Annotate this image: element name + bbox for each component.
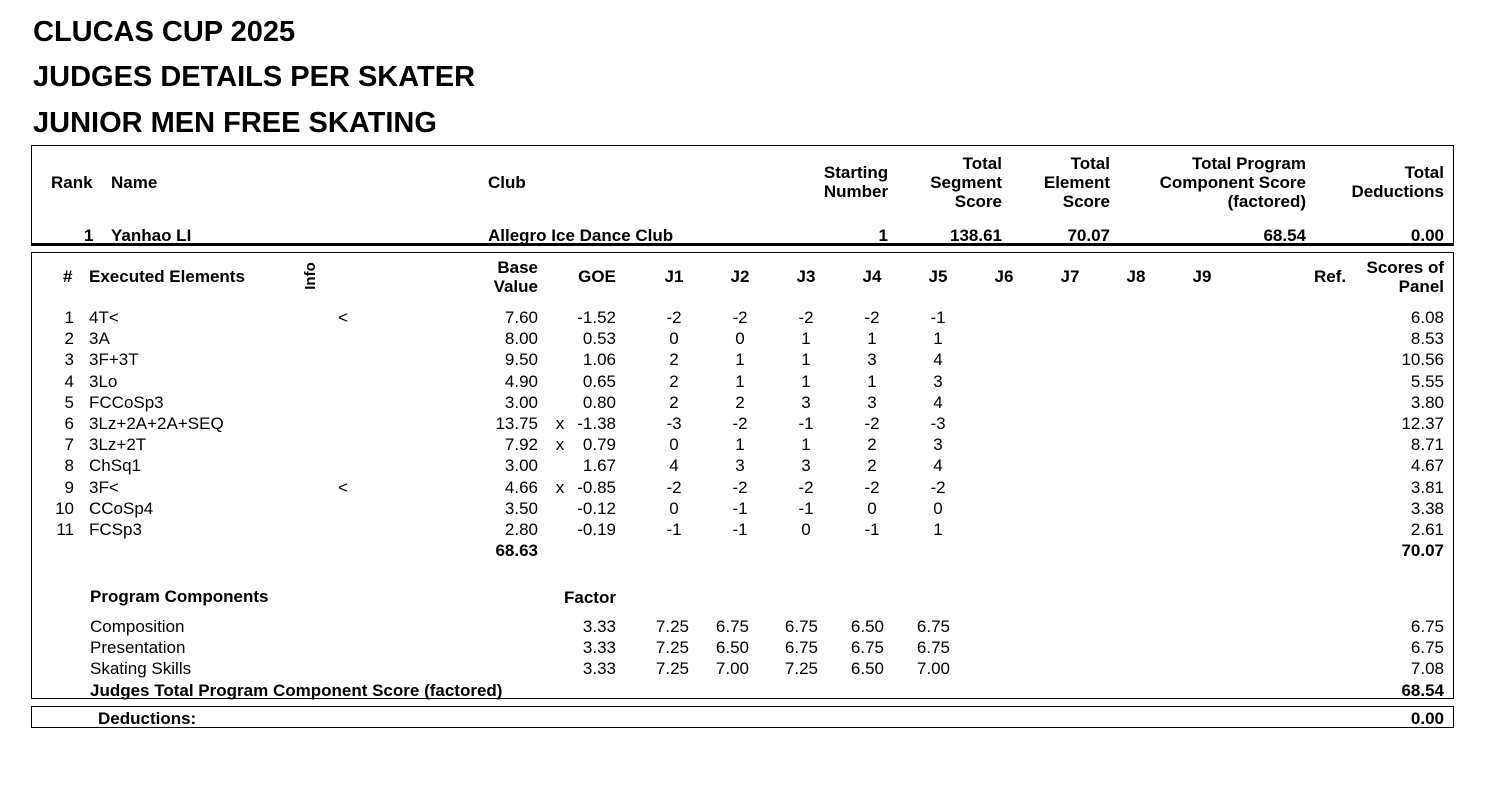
element-goe: 1.67 [582, 456, 616, 476]
element-panel-score: 2.61 [1410, 520, 1444, 539]
pcs-component-name: Composition [90, 617, 185, 636]
element-row [0, 371, 1496, 392]
element-num: 1 [64, 308, 74, 327]
skater-starting-number: 1 [878, 226, 888, 245]
element-base-value: 3.00 [504, 456, 538, 476]
elements-header-base-1: Base [497, 258, 538, 277]
element-judge-score: -2 [798, 477, 814, 497]
element-judge-score: -1 [864, 520, 880, 539]
element-goe: 0.79 [582, 435, 616, 455]
element-judge-score: 2 [867, 456, 877, 476]
element-judge-score: 3 [801, 392, 811, 412]
element-judge-score: 2 [669, 371, 679, 391]
element-num: 9 [64, 477, 74, 497]
element-judge-score: 3 [933, 371, 943, 391]
pcs-judge-score: 6.50 [715, 638, 749, 657]
element-judge-score: 1 [735, 371, 745, 391]
element-num: 10 [55, 498, 74, 518]
pcs-judge-score: 7.25 [655, 638, 689, 657]
deductions-label: Deductions: [98, 709, 197, 728]
elements-header-num: # [63, 267, 73, 286]
skater-rank: 1 [84, 226, 94, 245]
element-row [0, 498, 1496, 519]
element-base-value: 13.75 [495, 414, 538, 433]
pcs-judge-score: 7.25 [655, 659, 689, 678]
pcs-total-label: Judges Total Program Component Score (factored) [90, 681, 503, 700]
element-goe: -0.19 [577, 520, 616, 539]
header-ded-1: Total [1404, 163, 1444, 182]
element-panel-score: 6.08 [1410, 308, 1444, 327]
element-judge-score: -2 [864, 477, 880, 497]
elements-header-j7: J7 [1060, 267, 1080, 286]
element-judge-score: 0 [735, 329, 745, 349]
element-judge-score: 2 [867, 435, 877, 455]
element-goe: -1.52 [577, 308, 616, 327]
element-base-value: 4.66 [504, 477, 538, 497]
pcs-judge-score: 6.50 [850, 659, 884, 678]
elements-header-executed: Executed Elements [89, 267, 245, 286]
element-base-value: 4.90 [504, 371, 538, 391]
deductions-box [31, 706, 1454, 728]
element-panel-score: 5.55 [1410, 371, 1444, 391]
header-pcs-2: Component Score [1159, 173, 1306, 192]
element-judge-score: -1 [798, 414, 814, 433]
element-judge-score: 0 [801, 520, 811, 539]
element-judge-score: -1 [732, 498, 748, 518]
element-judge-score: -2 [930, 477, 946, 497]
event-title: CLUCAS CUP 2025 [33, 16, 296, 48]
element-judge-score: 1 [735, 435, 745, 455]
report-title: JUDGES DETAILS PER SKATER [33, 61, 476, 93]
skater-name: Yanhao LI [111, 226, 192, 245]
element-judge-score: 1 [801, 329, 811, 349]
header-tes-2: Element [1043, 173, 1110, 192]
element-judge-score: -2 [732, 308, 748, 327]
skater-tss: 138.61 [950, 226, 1002, 245]
pcs-factor: 3.33 [582, 659, 616, 678]
element-base-value: 3.50 [504, 498, 538, 518]
element-name: CCoSp4 [89, 498, 154, 518]
element-judge-score: 4 [933, 456, 943, 476]
element-judge-score: -1 [798, 498, 814, 518]
element-goe: 0.65 [582, 371, 616, 391]
element-judge-score: 1 [735, 350, 745, 370]
element-bonus-mark: x [555, 435, 565, 455]
element-judge-score: -1 [666, 520, 682, 539]
element-row [0, 307, 1496, 328]
elements-header-info: Info [302, 262, 319, 290]
element-row [0, 434, 1496, 455]
element-row [0, 349, 1496, 370]
element-judge-score: 4 [933, 350, 943, 370]
element-judge-score: 4 [669, 456, 679, 476]
elements-total-panel: 70.07 [1401, 541, 1444, 560]
element-base-value: 7.92 [504, 435, 538, 455]
element-judge-score: -3 [930, 414, 946, 433]
element-judge-score: 2 [669, 392, 679, 412]
element-judge-score: 3 [933, 435, 943, 455]
element-goe: 1.06 [582, 350, 616, 370]
element-base-value: 2.80 [504, 520, 538, 539]
element-judge-score: 1 [867, 329, 877, 349]
element-panel-score: 3.80 [1410, 392, 1444, 412]
elements-header-sop-2: Panel [1398, 277, 1444, 296]
element-judge-score: 0 [669, 329, 679, 349]
element-judge-score: 1 [933, 520, 943, 539]
pcs-row [0, 658, 1496, 679]
element-name: 4T< [89, 308, 119, 327]
element-base-value: 9.50 [504, 350, 538, 370]
element-name: 3F+3T [89, 350, 139, 370]
elements-header-j9: J9 [1192, 267, 1212, 286]
header-tes-3: Score [1062, 192, 1110, 211]
elements-header-ref: Ref. [1314, 267, 1347, 286]
element-judge-score: -1 [930, 308, 946, 327]
element-judge-score: -2 [666, 477, 682, 497]
pcs-factor: 3.33 [582, 617, 616, 636]
element-judge-score: -2 [666, 308, 682, 327]
element-judge-score: -2 [732, 414, 748, 433]
elements-header-j5: J5 [928, 267, 948, 286]
pcs-component-name: Skating Skills [90, 659, 192, 678]
element-row [0, 519, 1496, 540]
element-name: 3Lz+2A+2A+SEQ [89, 414, 224, 433]
header-tss-2: Segment [930, 173, 1002, 192]
elements-header-j8: J8 [1126, 267, 1146, 286]
elements-header-j6: J6 [994, 267, 1014, 286]
pcs-total-value: 68.54 [1401, 681, 1444, 700]
element-panel-score: 3.81 [1410, 477, 1444, 497]
element-judge-score: -1 [732, 520, 748, 539]
segment-title: JUNIOR MEN FREE SKATING [33, 107, 437, 139]
pcs-judge-score: 7.00 [916, 659, 950, 678]
skater-tes: 70.07 [1067, 226, 1110, 245]
header-pcs-3: (factored) [1227, 192, 1306, 211]
element-goe: -0.85 [577, 477, 616, 497]
element-judge-score: -2 [732, 477, 748, 497]
pcs-factor-label: Factor [564, 588, 616, 607]
element-name: 3Lo [89, 371, 118, 391]
element-num: 5 [64, 392, 74, 412]
element-judge-score: -2 [864, 414, 880, 433]
element-info: < [338, 477, 348, 497]
skater-club: Allegro Ice Dance Club [488, 226, 674, 245]
element-judge-score: 0 [933, 498, 943, 518]
element-judge-score: -3 [666, 414, 682, 433]
pcs-judge-score: 6.75 [850, 638, 884, 657]
element-goe: -0.12 [577, 498, 616, 518]
pcs-judge-score: 6.50 [850, 617, 884, 636]
header-tss-1: Total [962, 154, 1002, 173]
element-num: 2 [64, 329, 74, 349]
element-name: FCSp3 [89, 520, 142, 539]
header-name: Name [111, 173, 158, 192]
element-num: 8 [64, 456, 74, 476]
elements-header-j4: J4 [862, 267, 882, 286]
element-row [0, 328, 1496, 349]
pcs-panel-score: 6.75 [1410, 617, 1444, 636]
pcs-judge-score: 7.25 [784, 659, 818, 678]
pcs-row [0, 616, 1496, 637]
element-goe: -1.38 [577, 414, 616, 433]
element-base-value: 7.60 [504, 308, 538, 327]
header-starting-1: Starting [823, 163, 889, 182]
element-panel-score: 4.67 [1410, 456, 1444, 476]
element-row [0, 477, 1496, 498]
element-judge-score: 2 [669, 350, 679, 370]
element-panel-score: 8.71 [1410, 435, 1444, 455]
element-judge-score: 3 [801, 456, 811, 476]
element-bonus-mark: x [555, 414, 565, 433]
element-panel-score: 10.56 [1401, 350, 1444, 370]
pcs-judge-score: 6.75 [715, 617, 749, 636]
element-judge-score: 3 [867, 350, 877, 370]
element-num: 3 [64, 350, 74, 370]
element-judge-score: 1 [801, 371, 811, 391]
elements-header-j3: J3 [796, 267, 816, 286]
element-judge-score: 1 [801, 435, 811, 455]
element-row [0, 413, 1496, 434]
pcs-judge-score: 7.00 [715, 659, 749, 678]
element-judge-score: 3 [867, 392, 877, 412]
element-panel-score: 3.38 [1410, 498, 1444, 518]
elements-header-sop-1: Scores of [1366, 258, 1444, 277]
elements-header-j1: J1 [664, 267, 684, 286]
elements-header-j2: J2 [730, 267, 750, 286]
deductions-value: 0.00 [1410, 709, 1444, 728]
element-judge-score: 1 [867, 371, 877, 391]
pcs-factor: 3.33 [582, 638, 616, 657]
element-judge-score: 0 [867, 498, 877, 518]
element-name: 3F< [89, 477, 119, 497]
element-name: 3Lz+2T [89, 435, 147, 455]
element-name: 3A [89, 329, 110, 349]
element-judge-score: 0 [669, 498, 679, 518]
pcs-panel-score: 7.08 [1410, 659, 1444, 678]
elements-header-goe: GOE [578, 267, 616, 286]
element-goe: 0.80 [582, 392, 616, 412]
elements-header-base-2: Value [493, 277, 538, 296]
element-num: 6 [64, 414, 74, 433]
pcs-judge-score: 7.25 [655, 617, 689, 636]
elements-total-base: 68.63 [495, 541, 538, 560]
skater-deductions: 0.00 [1410, 226, 1444, 245]
element-num: 4 [64, 371, 74, 391]
pcs-judge-score: 6.75 [784, 638, 818, 657]
element-num: 7 [64, 435, 74, 455]
element-goe: 0.53 [582, 329, 616, 349]
pcs-row [0, 637, 1496, 658]
element-judge-score: 4 [933, 392, 943, 412]
element-judge-score: 2 [735, 392, 745, 412]
element-base-value: 3.00 [504, 392, 538, 412]
element-judge-score: -2 [798, 308, 814, 327]
element-row [0, 455, 1496, 476]
element-info: < [338, 308, 348, 327]
element-name: FCCoSp3 [89, 392, 164, 412]
pcs-panel-score: 6.75 [1410, 638, 1444, 657]
pcs-title: Program Components [90, 587, 269, 606]
header-tes-1: Total [1070, 154, 1110, 173]
element-row [0, 392, 1496, 413]
header-rank: Rank [51, 173, 93, 192]
element-judge-score: 1 [933, 329, 943, 349]
element-panel-score: 12.37 [1401, 414, 1444, 433]
element-judge-score: 0 [669, 435, 679, 455]
pcs-component-name: Presentation [90, 638, 186, 657]
header-tss-3: Score [954, 192, 1002, 211]
header-pcs-1: Total Program [1192, 154, 1306, 173]
pcs-judge-score: 6.75 [916, 617, 950, 636]
element-base-value: 8.00 [504, 329, 538, 349]
header-club: Club [488, 173, 526, 192]
header-starting-2: Number [823, 182, 889, 201]
pcs-judge-score: 6.75 [916, 638, 950, 657]
element-judge-score: -2 [864, 308, 880, 327]
element-name: ChSq1 [89, 456, 141, 476]
pcs-judge-score: 6.75 [784, 617, 818, 636]
element-num: 11 [56, 520, 74, 539]
element-judge-score: 1 [801, 350, 811, 370]
element-panel-score: 8.53 [1410, 329, 1444, 349]
element-bonus-mark: x [555, 477, 565, 497]
element-judge-score: 3 [735, 456, 745, 476]
header-ded-2: Deductions [1351, 182, 1444, 201]
skater-pcs: 68.54 [1263, 226, 1306, 245]
